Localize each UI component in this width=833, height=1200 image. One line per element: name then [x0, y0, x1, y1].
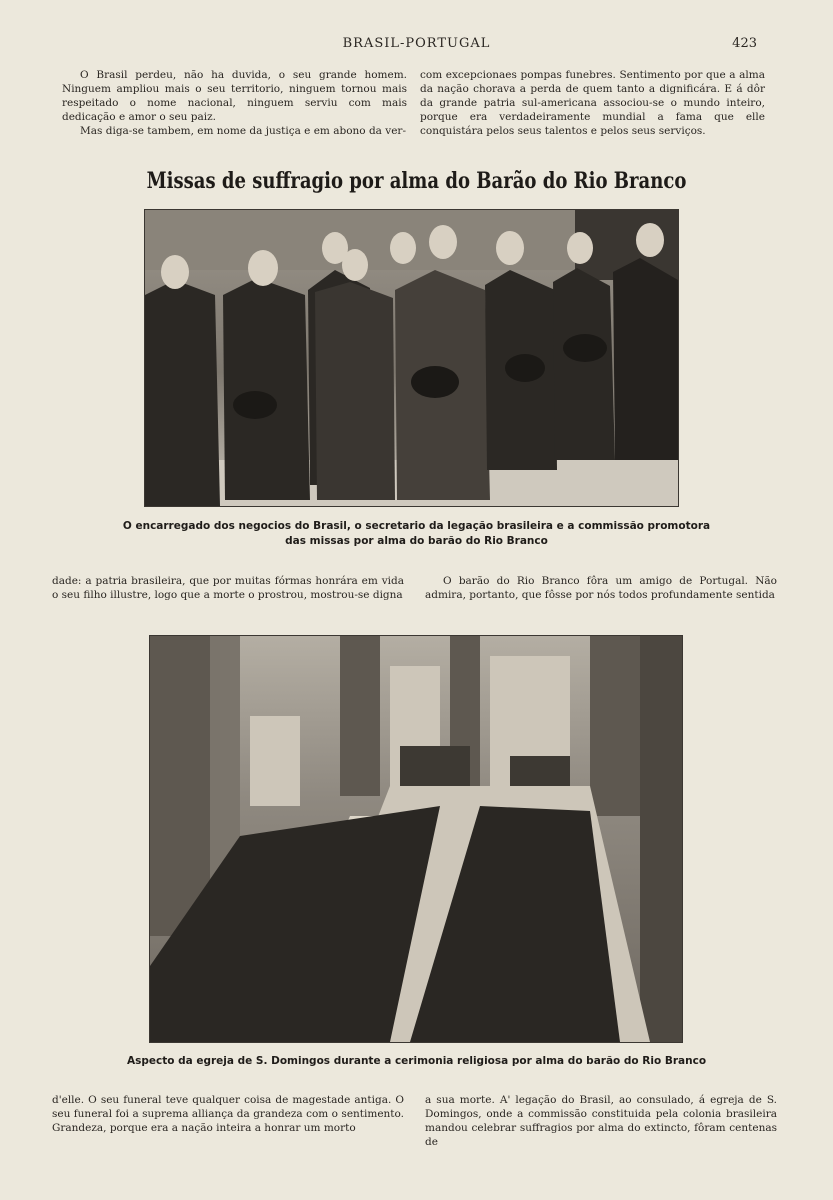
caption-line: das missas por alma do barão do Rio Branco	[285, 535, 548, 547]
paragraph: O barão do Rio Branco fôra um amigo de Portugal. Não admira, portanto, que fôsse por nós todos profundamente sentida	[425, 575, 777, 601]
photo1-caption	[60, 519, 773, 549]
paragraph: Mas diga-se tambem, em nome da justiça e em abono da ver-	[80, 125, 406, 137]
running-title: BRASIL-PORTUGAL	[342, 36, 491, 51]
church-interior-photo	[149, 635, 683, 1043]
top-left-column	[62, 68, 407, 138]
bottom-left-column	[52, 1093, 404, 1135]
bottom-right-column	[425, 1093, 777, 1149]
article-title: Missas de suffragio por alma do Barão do Rio Branco	[146, 168, 687, 194]
paragraph: d'elle. O seu funeral teve qualquer coisa de magestade antiga. O seu funeral foi a suprema alliança da grandeza com o sentimento. Grandeza, porque era a nação inteira a honrar um morto	[52, 1094, 404, 1134]
page-number: 423	[732, 36, 757, 51]
group-portrait-illustration	[145, 210, 678, 506]
paragraph: O Brasil perdeu, não ha duvida, o seu grande homem. Ninguem ampliou mais o seu territorio, ninguem tornou mais respeitado o nome nacional, ninguem serviu com mais dedicação e amor o seu paiz.	[62, 69, 407, 123]
paragraph: dade: a patria brasileira, que por muitas fórmas honrára em vida o seu filho illustre, logo que a morte o prostrou, mostrou-se digna	[52, 575, 404, 601]
mid-left-column	[52, 574, 404, 602]
mid-right-column	[425, 574, 777, 602]
paragraph: a sua morte. A' legação do Brasil, ao consulado, á egreja de S. Domingos, onde a commissão constituida pela colonia brasileira mandou celebrar suffragios por alma do extincto, fôram centenas de	[425, 1094, 777, 1148]
church-interior-illustration	[150, 636, 682, 1042]
page-header	[0, 36, 833, 56]
caption-line: O encarregado dos negocios do Brasil, o secretario da legação brasileira e a commissão promotora	[122, 520, 711, 532]
top-right-column	[420, 68, 765, 138]
paragraph: com excepcionaes pompas funebres. Sentimento por que a alma da nação chorava a perda de quem tanto a dignificára. E á dôr da grande patria sul-americana associou-se o mundo inteiro, porque era verdadeiramente mundial a fama que elle conquistára pelos seus talentos e pelos seus serviços.	[420, 69, 765, 137]
photo2-caption: Aspecto da egreja de S. Domingos durante a cerimonia religiosa por alma do barão do Rio Branco	[126, 1055, 707, 1067]
group-portrait-photo	[144, 209, 679, 507]
